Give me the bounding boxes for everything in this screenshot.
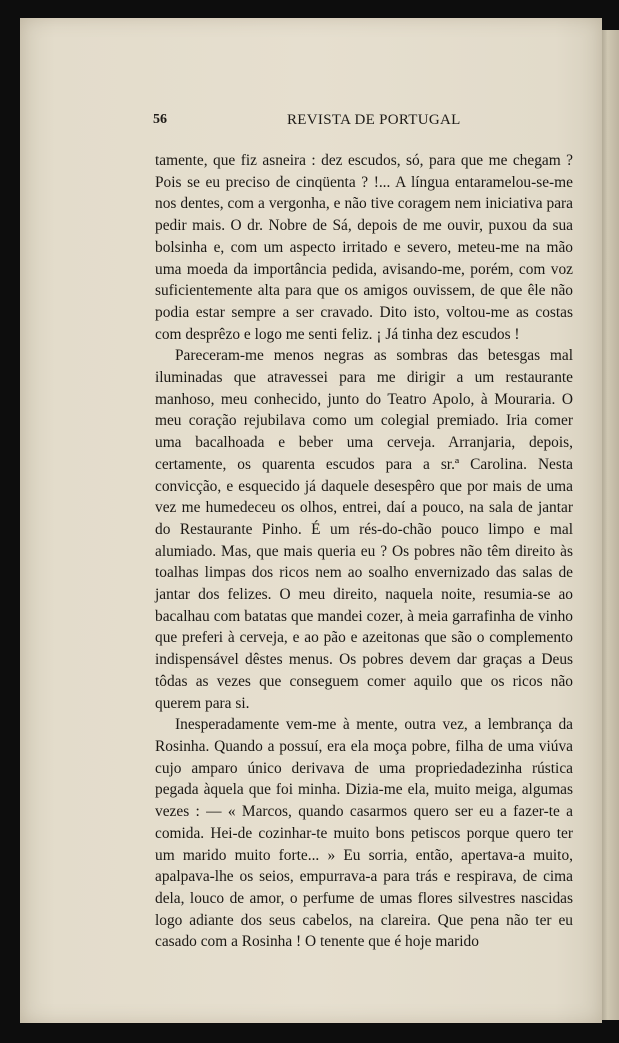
paragraph-continued: tamente, que fiz asneira : dez escudos, só, para que me chegam ? Pois se eu preciso de cinqüenta ? !... A língua entaramelou-se-me nos dentes, com a vergonha, e não tive coragem nem iniciativa para pedir mais. O dr. Nobre de Sá, depois de me ouvir, puxou da sua bolsinha e, com um aspecto irritado e severo, meteu-me na mão uma moeda da importância pedida, avisando-me, porém, com voz suficientemente alta para que os amigos ouvissem, de que êle não podia estar sempre a ser cravado. Dito isto, voltou-me as costas com desprêzo e logo me senti feliz. ¡ Já tinha dez escudos !: [155, 152, 573, 343]
paragraph: Inesperadamente vem-me à mente, outra vez, a lembrança da Rosinha. Quando a possuí, era ela moça pobre, filha de uma viúva cujo amparo único derivava de uma propriedadezinha rústica pegada àquela que foi minha. Dizia-me ela, muito meiga, algumas vezes : — « Marcos, quando casarmos quero ser eu a fazer-te a comida. Hei-de cozinhar-te muito bons petiscos porque quero ter um marido muito forte... » Eu sorria, então, apertava-a muito, apalpava-lhe os seios, empurrava-a para trás e respirava, de cima dela, louco de amor, o perfume de umas flores silvestres nascidas logo adiante dos seus cabelos, na clareira. Que pena não ter eu casado com a Rosinha ! O tenente que é hoje marido: [155, 716, 573, 951]
paragraph: Pareceram-me menos negras as sombras das betesgas mal iluminadas que atravessei para me dirigir a um restaurante manhoso, meu conhecido, junto do Teatro Apolo, à Mouraria. O meu coração rejubilava como um colegial premiado. Iria comer uma bacalhoada e beber uma cerveja. Arranjaria, depois, certamente, os quarenta escudos para a sr.ª Carolina. Nesta convicção, e esquecido já daquele desespêro que por mais de uma vez me humedeceu os olhos, entrei, daí a pouco, na sala de jantar do Restaurante Pinho. É um rés-do-chão pouco limpo e mal alumiado. Mas, que mais queria eu ? Os pobres não têm direito às toalhas limpas dos ricos nem ao soalho envernizado das salas de jantar dos felizes. O meu direito, naquela noite, resumia-se ao bacalhau com batatas que mandei cozer, à meia garrafinha de vinho que preferi à cerveja, e ao pão e azeitonas que são o complemento indispensável dêstes menus. Os pobres devem dar graças a Deus tôdas as vezes que conseguem comer aquilo que os ricos não querem para si.: [155, 347, 573, 712]
journal-title: REVISTA DE PORTUGAL: [287, 112, 461, 128]
body-text: [155, 150, 573, 953]
page-number: 56: [153, 112, 167, 127]
next-page-edge: [600, 30, 619, 1020]
running-head: [153, 108, 571, 132]
